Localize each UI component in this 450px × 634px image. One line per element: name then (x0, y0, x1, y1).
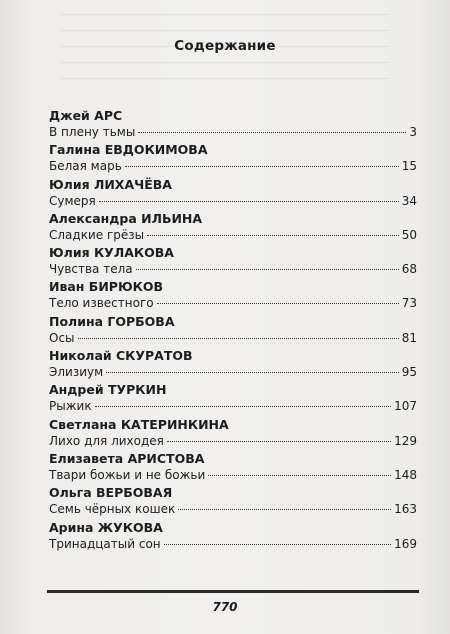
toc-dot-leader (136, 269, 399, 270)
toc-author: Юлия ЛИХАЧЁВА (49, 176, 172, 192)
toc-entry (49, 209, 417, 243)
toc-dot-leader (147, 235, 399, 236)
toc-dot-leader (164, 544, 391, 545)
toc-work-title: Лихо для лиходея (49, 433, 164, 448)
toc-page-number: 50 (401, 227, 417, 242)
toc-dot-leader (157, 303, 399, 304)
toc-page-number: 163 (394, 502, 417, 517)
toc-entry (49, 449, 417, 483)
toc-work-title: Рыжик (49, 399, 92, 414)
toc-page-number: 169 (394, 536, 417, 551)
toc-author: Светлана КАТЕРИНКИНА (49, 416, 229, 432)
toc-dot-leader (138, 132, 406, 133)
toc-work-line (49, 159, 417, 174)
toc-dot-leader (125, 166, 399, 167)
toc-heading: Содержание (174, 38, 276, 54)
toc-work-title: Осы (49, 330, 75, 345)
toc-dot-leader (178, 509, 391, 510)
toc-entry (49, 415, 417, 449)
toc-author: Джей АРС (49, 108, 123, 123)
toc-dot-leader (99, 201, 399, 202)
toc-entry (49, 243, 417, 277)
toc-page-number: 95 (401, 365, 417, 380)
toc-work-line (49, 365, 417, 380)
toc-dot-leader (106, 372, 399, 373)
toc-page-number: 148 (394, 467, 417, 482)
toc-work-title: Чувства тела (49, 262, 133, 277)
toc-work-title: Белая марь (49, 159, 122, 174)
toc-work-title: В плену тьмы (49, 125, 136, 139)
toc-work-title: Сумеря (49, 193, 96, 208)
toc-page-number: 68 (401, 262, 417, 277)
toc-work-line (49, 537, 417, 552)
toc-page-number: 15 (401, 159, 417, 174)
toc-dot-leader (95, 406, 392, 407)
toc-author: Юлия КУЛАКОВА (49, 245, 174, 261)
toc-author: Елизавета АРИСТОВА (49, 450, 205, 466)
toc-page-number: 73 (401, 296, 417, 311)
toc-page-number: 3 (409, 125, 417, 139)
toc-work-title: Элизиум (49, 365, 104, 380)
toc-work-line (49, 262, 417, 277)
toc-author: Андрей ТУРКИН (49, 382, 167, 398)
toc-work-title: Твари божьи и не божьи (49, 467, 206, 482)
toc-dot-leader (78, 338, 399, 339)
toc-work-line (49, 434, 417, 449)
toc-page-number: 129 (394, 433, 417, 448)
toc-work-line (49, 331, 417, 346)
toc-work-title: Тело известного (49, 296, 154, 311)
toc-author: Александра ИЛЬИНА (49, 210, 203, 226)
toc-work-line (49, 125, 417, 140)
toc-work-title: Семь чёрных кошек (49, 502, 176, 517)
toc-author: Полина ГОРБОВА (49, 313, 175, 329)
page-number: 770 (212, 600, 238, 614)
toc-entry (49, 277, 417, 311)
toc-dot-leader (167, 441, 391, 442)
toc-author: Николай СКУРАТОВ (49, 348, 193, 364)
toc-work-title: Сладкие грёзы (49, 227, 145, 242)
toc-page-number: 81 (401, 330, 417, 345)
show-through-text (60, 14, 390, 94)
toc-dot-leader (208, 475, 391, 476)
toc-author: Иван БИРЮКОВ (49, 279, 163, 295)
toc-work-line (49, 468, 417, 483)
toc-author: Ольга ВЕРБОВАЯ (49, 485, 173, 501)
toc-entry (49, 346, 417, 380)
toc-author: Арина ЖУКОВА (49, 519, 163, 535)
toc-work-line (49, 296, 417, 311)
toc-page-number: 34 (401, 193, 417, 208)
toc-entry (49, 380, 417, 414)
toc-entry (49, 518, 417, 552)
toc-work-line (49, 399, 417, 414)
toc-work-line (49, 194, 417, 209)
toc-entry (49, 140, 417, 174)
toc-entry (49, 483, 417, 517)
toc-entry (49, 175, 417, 209)
toc-work-line (49, 228, 417, 243)
toc-work-title: Тринадцатый сон (49, 536, 161, 551)
table-of-contents (49, 106, 417, 552)
toc-page-number: 107 (394, 399, 417, 414)
toc-author: Галина ЕВДОКИМОВА (49, 142, 208, 158)
toc-entry (49, 106, 417, 140)
footer-rule (47, 590, 419, 593)
toc-work-line (49, 502, 417, 517)
toc-entry (49, 312, 417, 346)
